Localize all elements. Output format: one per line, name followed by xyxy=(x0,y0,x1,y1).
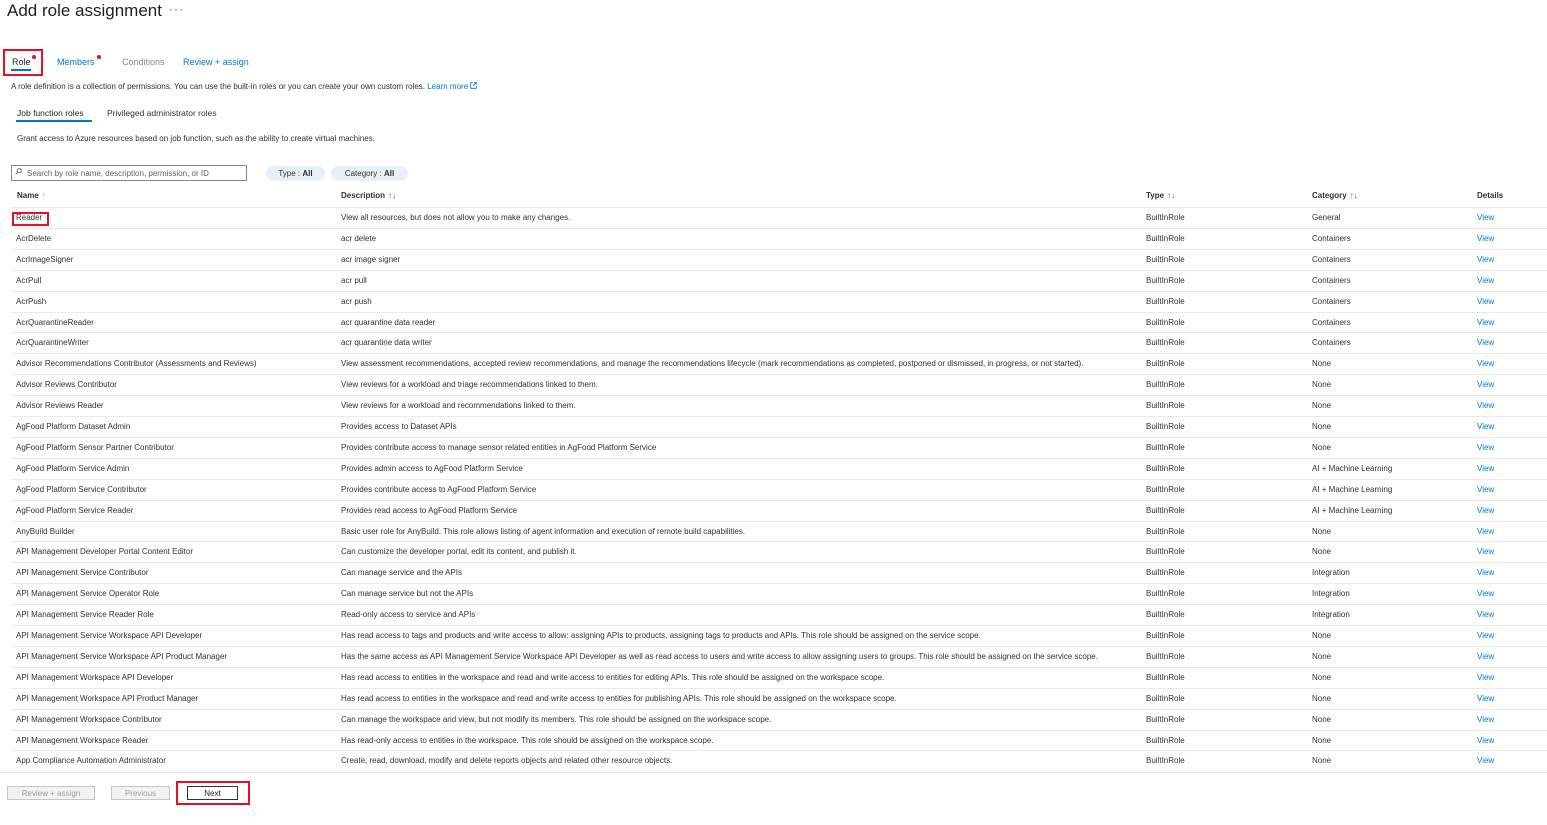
table-row[interactable] xyxy=(11,646,1547,667)
view-details-link[interactable]: View xyxy=(1477,526,1495,536)
view-details-link[interactable]: View xyxy=(1477,463,1495,473)
table-row[interactable] xyxy=(11,395,1547,416)
role-type: BuiltInRole xyxy=(1146,338,1185,348)
search-box[interactable] xyxy=(11,165,247,181)
role-category: None xyxy=(1312,526,1332,536)
type-filter-pill[interactable]: Type : All xyxy=(266,166,325,181)
role-description-cell: Provides admin access to AgFood Platform Service xyxy=(341,463,523,473)
role-name: API Management Service Operator Role xyxy=(16,589,160,599)
highlight-box-role-tab xyxy=(3,49,43,76)
table-row[interactable] xyxy=(11,709,1547,730)
grant-description: Grant access to Azure resources based on job function, such as the ability to create virtual machines. xyxy=(17,134,375,143)
column-header-category[interactable]: Category ↑↓ xyxy=(1312,191,1358,200)
role-description-cell: acr image signer xyxy=(341,254,401,264)
role-description-cell: acr pull xyxy=(341,275,367,285)
role-description-cell: Provides contribute access to AgFood Platform Service xyxy=(341,484,537,494)
role-description-cell: Has read access to entities in the workspace and read and write access to entities for editing APIs. This role should be assigned on the workspace scope. xyxy=(341,672,885,682)
view-details-link[interactable]: View xyxy=(1477,213,1495,222)
view-details-link[interactable]: View xyxy=(1477,735,1495,745)
role-name: API Management Developer Portal Content Editor xyxy=(16,547,193,557)
view-details-link[interactable]: View xyxy=(1477,422,1495,431)
role-description-cell: Has the same access as API Management Service Workspace API Developer as well as read access to users and write access to allow assigning users to groups. This role should be assigned on the service scope. xyxy=(341,651,1098,661)
column-header-description[interactable]: Description ↑↓ xyxy=(341,191,397,200)
table-row[interactable] xyxy=(11,374,1547,395)
tab-conditions[interactable]: Conditions xyxy=(122,57,165,67)
view-details-link[interactable]: View xyxy=(1477,317,1495,327)
role-name: AcrImageSigner xyxy=(16,254,74,264)
tab-privileged-administrator-roles[interactable]: Privileged administrator roles xyxy=(107,108,217,118)
role-type: BuiltInRole xyxy=(1146,401,1185,411)
table-row[interactable] xyxy=(11,437,1547,458)
required-dot-icon xyxy=(97,55,101,59)
role-category: Containers xyxy=(1312,275,1351,285)
role-type: BuiltInRole xyxy=(1146,756,1185,766)
role-type: BuiltInRole xyxy=(1146,317,1185,327)
role-name: Advisor Reviews Reader xyxy=(16,401,104,411)
role-category: Integration xyxy=(1312,568,1350,578)
table-row[interactable] xyxy=(11,750,1547,771)
role-name: AnyBuild Builder xyxy=(16,526,75,536)
role-type: BuiltInRole xyxy=(1146,442,1185,452)
search-icon xyxy=(15,168,22,175)
learn-more-link[interactable]: Learn more xyxy=(427,82,477,91)
table-row[interactable] xyxy=(11,479,1547,500)
role-name: AgFood Platform Service Reader xyxy=(16,505,134,515)
role-category: Containers xyxy=(1312,296,1351,306)
table-row[interactable] xyxy=(11,625,1547,646)
role-category: None xyxy=(1312,672,1332,682)
role-description-cell: View reviews for a workload and triage recommendations linked to them. xyxy=(341,380,598,390)
role-description-cell: View all resources, but does not allow you to make any changes. xyxy=(341,213,571,222)
role-type: BuiltInRole xyxy=(1146,651,1185,661)
view-details-link[interactable]: View xyxy=(1477,693,1495,703)
role-description-cell: Has read-only access to entities in the workspace. This role should be assigned on the workspace scope. xyxy=(341,735,714,745)
role-name: API Management Service Reader Role xyxy=(16,610,154,620)
role-type: BuiltInRole xyxy=(1146,568,1185,578)
table-row[interactable] xyxy=(11,583,1547,604)
view-details-link[interactable]: View xyxy=(1477,233,1495,243)
role-category: Containers xyxy=(1312,233,1351,243)
role-description-cell: Can manage the workspace and view, but not modify its members. This role should be assigned on the workspace scope. xyxy=(341,714,772,724)
view-details-link[interactable]: View xyxy=(1477,275,1495,285)
role-description xyxy=(11,82,477,92)
role-type: BuiltInRole xyxy=(1146,672,1185,682)
column-header-type[interactable]: Type ↑↓ xyxy=(1146,191,1176,200)
role-name: AgFood Platform Service Admin xyxy=(16,463,130,473)
role-name: Advisor Reviews Contributor xyxy=(16,380,117,390)
more-options-icon[interactable]: ··· xyxy=(169,2,184,16)
role-type: BuiltInRole xyxy=(1146,610,1185,620)
table-row[interactable] xyxy=(11,291,1547,312)
footer-divider xyxy=(0,772,1547,773)
role-category: None xyxy=(1312,631,1332,640)
table-row[interactable] xyxy=(11,332,1547,353)
role-type: BuiltInRole xyxy=(1146,359,1185,369)
role-type: BuiltInRole xyxy=(1146,484,1185,494)
table-row[interactable] xyxy=(11,312,1547,333)
wizard-tabs xyxy=(0,52,400,74)
role-category: AI + Machine Learning xyxy=(1312,484,1393,494)
role-name: API Management Workspace Reader xyxy=(16,735,149,745)
review-assign-button[interactable]: Review + assign xyxy=(7,786,95,800)
role-name: AcrPush xyxy=(16,296,47,306)
category-filter-pill[interactable]: Category : All xyxy=(331,166,408,181)
next-button[interactable]: Next xyxy=(187,786,238,800)
sort-icon: ↑ xyxy=(41,191,46,200)
role-type: BuiltInRole xyxy=(1146,380,1185,390)
view-details-link[interactable]: View xyxy=(1477,380,1495,390)
previous-button[interactable]: Previous xyxy=(111,786,170,800)
table-row[interactable] xyxy=(11,207,1547,228)
view-details-link[interactable]: View xyxy=(1477,254,1495,264)
role-description-cell: acr push xyxy=(341,296,372,306)
role-description-cell: Create, read, download, modify and delete reports objects and related other resource objects. xyxy=(341,756,673,766)
role-category: Integration xyxy=(1312,610,1350,620)
view-details-link[interactable]: View xyxy=(1477,568,1495,578)
role-description-cell: Can customize the developer portal, edit its content, and publish it. xyxy=(341,547,577,557)
role-name: App Compliance Automation Administrator xyxy=(16,756,166,766)
role-category: None xyxy=(1312,422,1332,431)
view-details-link[interactable]: View xyxy=(1477,442,1495,452)
role-category: Containers xyxy=(1312,254,1351,264)
role-name: AgFood Platform Sensor Partner Contributor xyxy=(16,442,174,452)
tab-job-function-roles[interactable]: Job function roles xyxy=(17,108,84,118)
role-category: None xyxy=(1312,547,1332,557)
active-subtab-indicator xyxy=(16,120,92,122)
role-category: None xyxy=(1312,651,1332,661)
view-details-link[interactable]: View xyxy=(1477,547,1495,557)
role-name: AcrPull xyxy=(16,275,42,285)
role-description-cell: Provides access to Dataset APIs xyxy=(341,422,457,431)
view-details-link[interactable]: View xyxy=(1477,672,1495,682)
role-type: BuiltInRole xyxy=(1146,526,1185,536)
view-details-link[interactable]: View xyxy=(1477,338,1495,348)
role-name: AcrDelete xyxy=(16,233,52,243)
role-type: BuiltInRole xyxy=(1146,213,1185,222)
role-name: AgFood Platform Dataset Admin xyxy=(16,422,131,431)
search-input[interactable] xyxy=(27,166,242,180)
table-row[interactable] xyxy=(11,228,1547,249)
view-details-link[interactable]: View xyxy=(1477,631,1495,640)
role-type: BuiltInRole xyxy=(1146,693,1185,703)
role-category: None xyxy=(1312,359,1332,369)
role-name: API Management Service Contributor xyxy=(16,568,149,578)
view-details-link[interactable]: View xyxy=(1477,359,1495,369)
view-details-link[interactable]: View xyxy=(1477,484,1495,494)
table-row[interactable] xyxy=(11,667,1547,688)
highlight-box-reader xyxy=(12,212,49,226)
role-description-cell: Read-only access to service and APIs xyxy=(341,610,476,620)
role-description-cell: View assessment recommendations, accepted review recommendations, and manage the recommendations lifecycle (mark recommendations as completed, postponed or dismissed, in progress, or not started). xyxy=(341,359,1084,369)
role-description-text: A role definition is a collection of permissions. You can use the built-in roles or you can create your own custom roles. xyxy=(11,82,425,91)
view-details-link[interactable]: View xyxy=(1477,756,1495,766)
role-name: API Management Workspace API Product Manager xyxy=(16,693,199,703)
role-description-cell: Can manage service and the APIs xyxy=(341,568,462,578)
view-details-link[interactable]: View xyxy=(1477,610,1495,620)
role-description-cell: View reviews for a workload and recommendations linked to them. xyxy=(341,401,576,411)
tab-members[interactable]: Members xyxy=(57,57,95,67)
table-row[interactable] xyxy=(11,521,1547,542)
view-details-link[interactable]: View xyxy=(1477,505,1495,515)
role-type: BuiltInRole xyxy=(1146,275,1185,285)
role-category: None xyxy=(1312,442,1332,452)
table-row[interactable] xyxy=(11,688,1547,709)
tab-review-assign[interactable]: Review + assign xyxy=(183,57,249,67)
external-link-icon xyxy=(470,82,477,89)
role-category: General xyxy=(1312,213,1341,222)
role-category: Integration xyxy=(1312,589,1350,599)
table-row[interactable] xyxy=(11,730,1547,751)
role-type: BuiltInRole xyxy=(1146,422,1185,431)
role-name: Reader xyxy=(16,213,43,222)
role-category: None xyxy=(1312,380,1332,390)
table-row[interactable] xyxy=(11,353,1547,374)
role-name: API Management Service Workspace API Product Manager xyxy=(16,651,228,661)
role-category: AI + Machine Learning xyxy=(1312,463,1393,473)
role-type: BuiltInRole xyxy=(1146,714,1185,724)
role-name: AcrQuarantineReader xyxy=(16,317,94,327)
role-type: BuiltInRole xyxy=(1146,296,1185,306)
role-name: AcrQuarantineWriter xyxy=(16,338,89,348)
role-type: BuiltInRole xyxy=(1146,589,1185,599)
table-row[interactable] xyxy=(11,249,1547,270)
role-description-cell: Has read access to tags and products and write access to allow: assigning APIs to products, assigning tags to products and APIs. This role should be assigned on the service scope. xyxy=(341,631,981,640)
role-description-cell: Basic user role for AnyBuild. This role allows listing of agent information and execution of remote build capabilities. xyxy=(341,526,746,536)
role-type: BuiltInRole xyxy=(1146,735,1185,745)
role-type: BuiltInRole xyxy=(1146,547,1185,557)
sort-icon: ↑↓ xyxy=(1167,191,1176,200)
page-title: Add role assignment xyxy=(7,1,162,20)
role-category: None xyxy=(1312,714,1332,724)
tab-role[interactable]: Role xyxy=(12,57,31,67)
role-category: Containers xyxy=(1312,317,1351,327)
role-name: AgFood Platform Service Contributor xyxy=(16,484,147,494)
role-category: Containers xyxy=(1312,338,1351,348)
role-category: AI + Machine Learning xyxy=(1312,505,1393,515)
view-details-link[interactable]: View xyxy=(1477,589,1495,599)
role-description-cell: acr quarantine data reader xyxy=(341,317,436,327)
table-row[interactable] xyxy=(11,562,1547,583)
role-type: BuiltInRole xyxy=(1146,505,1185,515)
role-type: BuiltInRole xyxy=(1146,233,1185,243)
role-type: BuiltInRole xyxy=(1146,254,1185,264)
role-description-cell: Provides contribute access to manage sensor related entities in AgFood Platform Service xyxy=(341,442,657,452)
role-category: None xyxy=(1312,693,1332,703)
role-description-cell: acr delete xyxy=(341,233,377,243)
sort-icon: ↑↓ xyxy=(1349,191,1358,200)
role-category: None xyxy=(1312,756,1332,766)
table-row[interactable] xyxy=(11,604,1547,625)
role-name: Advisor Recommendations Contributor (Assessments and Reviews) xyxy=(16,359,257,369)
role-description-cell: Can manage service but not the APIs xyxy=(341,589,474,599)
view-details-link[interactable]: View xyxy=(1477,401,1495,411)
column-header-name[interactable]: Name ↑ xyxy=(17,191,46,200)
role-type: BuiltInRole xyxy=(1146,631,1185,640)
role-description-cell: Has read access to entities in the workspace and read and write access to entities for publishing APIs. This role should be assigned on the workspace scope. xyxy=(341,693,897,703)
view-details-link[interactable]: View xyxy=(1477,651,1495,661)
table-row[interactable] xyxy=(11,270,1547,291)
role-name: API Management Workspace API Developer xyxy=(16,672,174,682)
role-name: API Management Workspace Contributor xyxy=(16,714,162,724)
column-header-details: Details xyxy=(1477,191,1504,200)
table-row[interactable] xyxy=(11,500,1547,521)
role-category: None xyxy=(1312,735,1332,745)
table-row[interactable] xyxy=(11,416,1547,437)
view-details-link[interactable]: View xyxy=(1477,296,1495,306)
highlight-box-next xyxy=(176,781,250,805)
table-row[interactable] xyxy=(11,541,1547,562)
role-description-cell: acr quarantine data writer xyxy=(341,338,432,348)
table-row[interactable] xyxy=(11,458,1547,479)
role-description-cell: Provides read access to AgFood Platform Service xyxy=(341,505,518,515)
sort-icon: ↑↓ xyxy=(388,191,397,200)
role-category: None xyxy=(1312,401,1332,411)
role-type: BuiltInRole xyxy=(1146,463,1185,473)
view-details-link[interactable]: View xyxy=(1477,714,1495,724)
role-name: API Management Service Workspace API Developer xyxy=(16,631,203,640)
